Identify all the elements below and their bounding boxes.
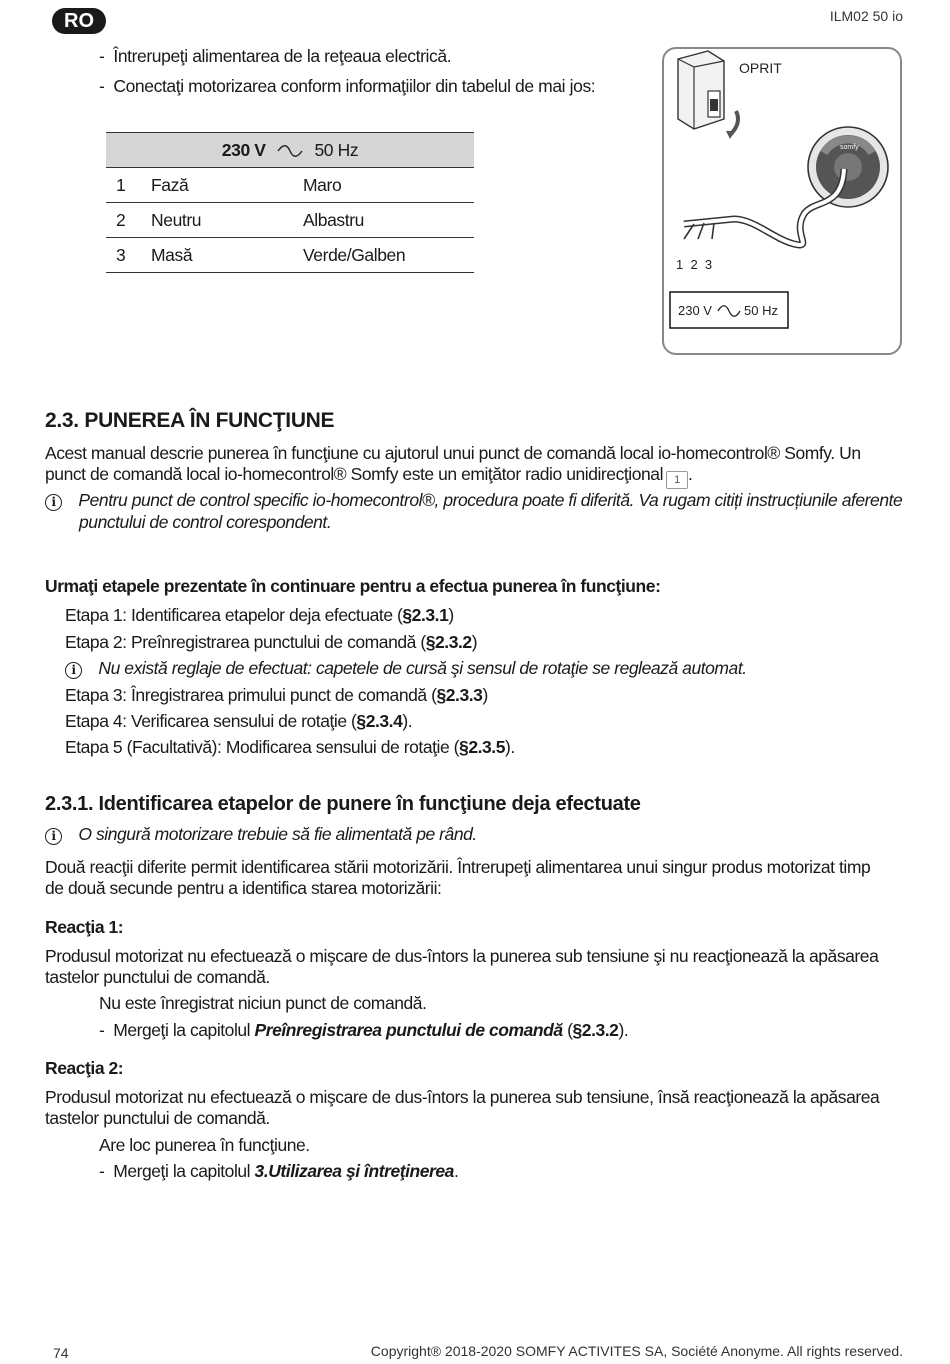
dash: - [99,76,114,96]
wire-color: Verde/Galben [303,238,474,273]
step-ref: §2.3.1 [402,605,449,625]
step-text: Etapa 2: Preînregistrarea punctului de comandă ( [65,632,426,652]
paragraph-line: tastelor punctului de comandă. [45,1108,270,1128]
row-number: 3 [106,238,151,273]
reaction-title: Reacţia 1: [45,917,124,937]
row-number: 2 [106,203,151,238]
table-row [106,168,474,203]
row-number: 1 [106,168,151,203]
paragraph-line: Produsul motorizat nu efectuează o mişcare de dus-întors la punerea sub tensiune şi nu reacţionează la apăsarea [45,946,879,966]
paragraph-text: punct de comandă local io-homecontrol® Somfy este un emiţător radio unidirecţional [45,464,664,484]
wire-color: Maro [303,168,474,203]
model-reference: ILM02 50 io [829,8,903,24]
info-icon: i [65,662,82,679]
wire-name: Neutru [151,203,303,238]
step-text: Etapa 1: Identificarea etapelor deja efectuate ( [65,605,403,625]
chapter-link[interactable]: Preînregistrarea punctului de comandă [254,1020,563,1040]
table-header-row [106,133,474,168]
info-note [45,490,905,511]
steps-heading: Urmaţi etapele prezentate în continuare pentru a efectua punerea în funcţiune: [45,576,661,596]
dash: - [99,46,114,66]
paragraph-line: Produsul motorizat nu efectuează o mişcare de dus-întors la punerea sub tensiune, însă reacţionează la apăsarea [45,1087,880,1107]
reaction-title: Reacţia 2: [45,1058,124,1078]
state-line: Are loc punerea în funcţiune. [99,1135,310,1155]
info-icon: i [45,494,62,511]
info-text: punctului de control corespondent. [79,512,332,532]
off-label: OPRIT [739,60,782,76]
section-title: 2.3. PUNEREA ÎN FUNCŢIUNE [45,409,335,432]
paragraph-line: tastelor punctului de comandă. [45,967,270,987]
frequency-label: 50 Hz [314,139,359,160]
instruction-line-2 [99,76,595,97]
table-row [106,238,474,273]
dash: - [99,1161,114,1181]
copyright: Copyright® 2018-2020 SOMFY ACTIVITES SA, Société Anonyme. All rights reserved. [370,1343,903,1359]
step-text: ). [402,711,413,731]
step-item [65,605,454,626]
supply-frequency: 50 Hz [744,303,778,318]
goto-line [99,1161,458,1182]
step-text: ) [482,685,488,705]
ac-wave-icon [276,145,304,157]
info-icon: i [45,828,62,845]
remote-key-icon: 1 [666,471,688,489]
state-line: Nu este înregistrat niciun punct de comandă. [99,993,427,1013]
paragraph-line: de două secunde pentru a identifica starea motorizării: [45,878,442,898]
wire-numbers: 1 2 3 [676,257,713,272]
step-item [65,737,515,758]
paragraph-text: . [688,464,693,484]
step-ref: §2.3.2 [425,632,472,652]
table-header-cell [106,133,474,168]
page-number: 74 [53,1345,69,1361]
supply-label-box [670,292,788,328]
instruction-text: Întrerupeţi alimentarea de la reţeaua electrică. [113,46,452,66]
supply-voltage: 230 V [678,303,712,318]
dash: - [99,1020,114,1040]
language-badge: RO [52,8,106,34]
wiring-drawing [664,49,900,353]
step-ref: §2.3.2 [572,1020,619,1040]
instruction-text: Conectaţi motorizarea conform informaţiilor din tabelul de mai jos: [113,76,596,96]
step-ref: §2.3.3 [436,685,483,705]
step-text: ). [505,737,515,757]
wiring-illustration [662,47,902,355]
step-text: ) [471,632,478,652]
step-item [65,632,477,653]
wire-color: Albastru [303,203,474,238]
info-note [65,658,747,679]
info-note [45,824,477,845]
step-text: Etapa 5 (Facultativă): Modificarea sensului de rotaţie ( [65,737,460,757]
paragraph-line [45,464,905,489]
goto-text: Mergeţi la capitolul [113,1020,255,1040]
step-text: Etapa 3: Înregistrarea primului punct de comandă ( [65,685,437,705]
subsection-title: 2.3.1. Identificarea etapelor de punere în funcţiune deja efectuate [45,793,641,815]
circuit-breaker-icon [678,51,738,139]
voltage-label: 230 V [221,139,266,160]
goto-text: ). [618,1020,629,1040]
step-ref: §2.3.5 [459,737,505,757]
step-item [65,685,488,706]
paragraph-line: Acest manual descrie punerea în funcţiune cu ajutorul unui punct de comandă local io-homecontrol® Somfy. Un [45,443,861,463]
goto-text: Mergeţi la capitolul [113,1161,255,1181]
info-text: O singură motorizare trebuie să fie alimentată pe rând. [78,824,477,844]
wiring-table [106,132,474,273]
wire-name: Fază [151,168,303,203]
step-item [65,711,412,732]
motor-head-icon [808,127,888,207]
info-text: Pentru punct de control specific io-homecontrol®, procedura poate fi diferită. Va rugam citiți instrucțiunile aferente [78,490,903,510]
goto-line [99,1020,628,1041]
instruction-line-1 [99,46,451,67]
info-text: Nu există reglaje de efectuat: capetele de cursă şi sensul de rotaţie se reglează automat. [98,658,747,678]
step-text: Etapa 4: Verificarea sensului de rotaţie ( [65,711,357,731]
table-row [106,203,474,238]
goto-text: . [453,1161,459,1181]
step-text: ) [448,605,454,625]
wire-name: Masă [151,238,303,273]
chapter-link[interactable]: 3.Utilizarea şi întreţinerea [254,1161,454,1181]
goto-text: ( [562,1020,573,1040]
brand-logo: somfy [840,144,859,151]
paragraph-line: Două reacţii diferite permit identificarea stării motorizării. Întrerupeţi alimentarea unui singur produs motorizat timp [45,857,871,877]
step-ref: §2.3.4 [356,711,403,731]
